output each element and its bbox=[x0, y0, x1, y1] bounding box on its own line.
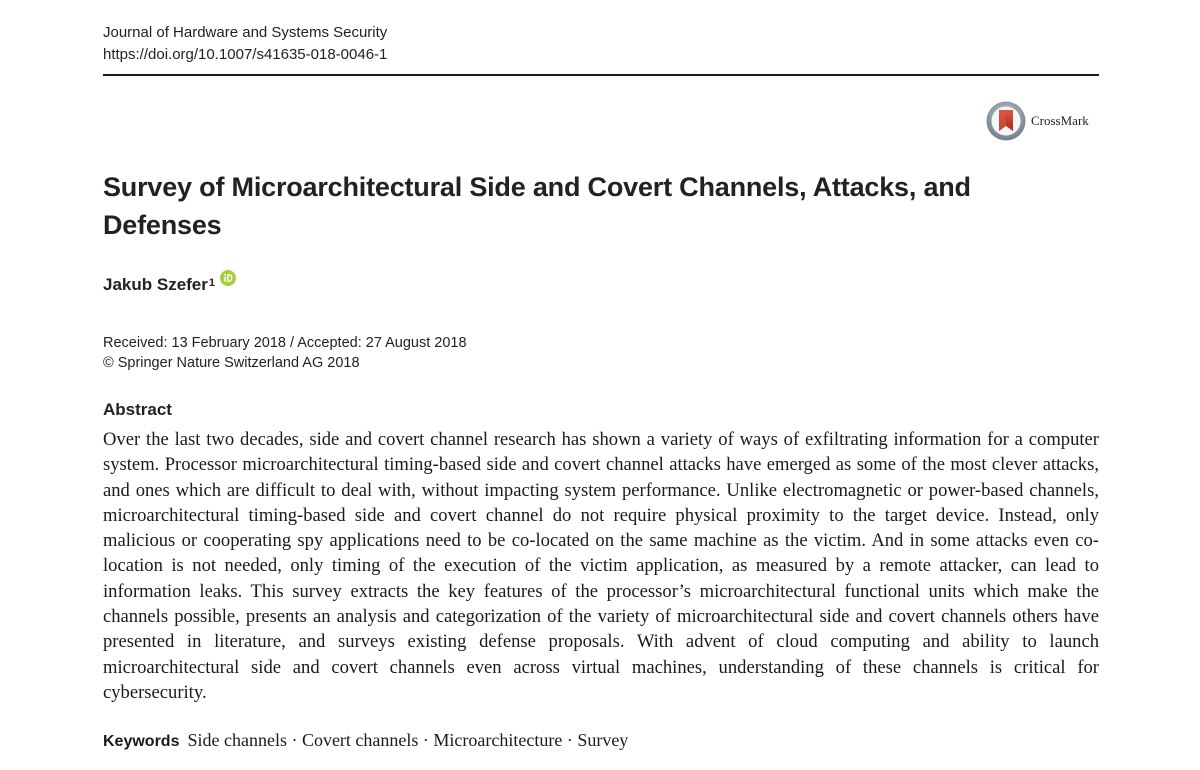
journal-name: Journal of Hardware and Systems Security bbox=[103, 24, 388, 41]
crossmark-icon bbox=[985, 100, 1027, 142]
article-history bbox=[103, 333, 467, 373]
doi-link[interactable]: https://doi.org/10.1007/s41635-018-0046-1 bbox=[103, 46, 388, 63]
author-name[interactable]: Jakub Szefer bbox=[103, 274, 208, 294]
author-line bbox=[103, 274, 236, 295]
abstract-heading: Abstract bbox=[103, 400, 172, 419]
abstract-text: Over the last two decades, side and covert channel research has shown a variety of ways of exfiltrating information for a computer system. Processor microarchitectural timing-based side and covert channel attacks have emerged as some of the most clever attacks, and ones which are difficult to deal with, without impacting system performance. Unlike electromagnetic or power-based channels, microarchitectural timing-based side and covert channel do not require physical proximity to the target device. Instead, only malicious or cooperating spy applications need to be co-located on the same machine as the victim. And in some attacks even co-location is not needed, only timing of the execution of the victim application, as measured by a remote attacker, can lead to information leaks. This survey extracts the key features of the processor’s microarchitectural functional units which make the channels possible, presents an analysis and categorization of the variety of microarchitectural side and covert channels others have presented in literature, and surveys existing defense proposals. With advent of cloud computing and ability to launch microarchitectural side and covert channels even across virtual machines, understanding of these channels is critical for cybersecurity. bbox=[103, 429, 1099, 703]
received-accepted-dates: Received: 13 February 2018 / Accepted: 27 August 2018 bbox=[103, 335, 467, 351]
keywords-label: Keywords bbox=[103, 733, 180, 750]
crossmark-label: CrossMark bbox=[1031, 113, 1089, 128]
keywords-line bbox=[103, 730, 628, 751]
crossmark-badge[interactable] bbox=[985, 100, 1089, 142]
journal-header bbox=[103, 22, 387, 66]
article-title: Survey of Microarchitectural Side and Covert Channels, Attacks, and Defenses bbox=[103, 172, 971, 240]
header-divider bbox=[103, 74, 1099, 76]
copyright-notice: © Springer Nature Switzerland AG 2018 bbox=[103, 355, 360, 371]
affiliation-mark: 1 bbox=[208, 276, 216, 289]
keywords-list: Side channels · Covert channels · Microarchitecture · Survey bbox=[187, 730, 629, 750]
orcid-icon[interactable] bbox=[220, 270, 236, 291]
